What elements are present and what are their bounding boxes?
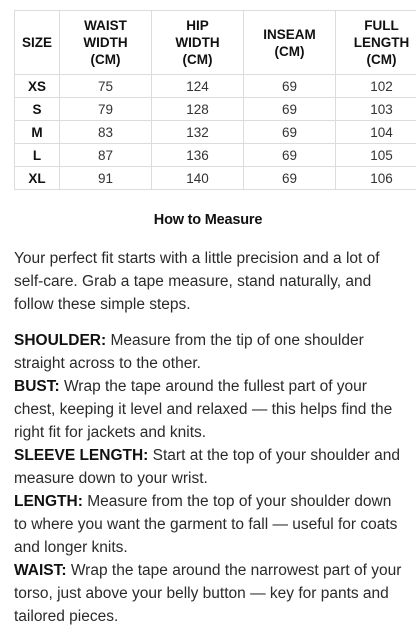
header-inseam: INSEAM (CM) — [244, 11, 336, 75]
size-label: XL — [15, 167, 60, 190]
header-waist-width: WAIST WIDTH (CM) — [60, 11, 152, 75]
hip-value: 124 — [152, 75, 244, 98]
length-value: 104 — [336, 121, 416, 144]
header-size: SIZE — [15, 11, 60, 75]
measure-intro-text: Your perfect fit starts with a little precision and a lot of self-care. Grab a tape measure, stand naturally, and follow these simple steps. — [14, 250, 380, 313]
waist-value: 83 — [60, 121, 152, 144]
length-value: 103 — [336, 98, 416, 121]
size-label: XS — [15, 75, 60, 98]
instruction-text: Measure from the tip of one shoulder straight across to the other. — [14, 332, 364, 372]
size-label: L — [15, 144, 60, 167]
instruction-text: Start at the top of your shoulder and measure down to your wrist. — [14, 447, 400, 487]
instruction-term: BUST: — [14, 378, 60, 395]
instruction-sleeve-length — [14, 444, 406, 490]
size-label: M — [15, 121, 60, 144]
length-value: 106 — [336, 167, 416, 190]
instruction-shoulder — [14, 329, 406, 375]
size-label: S — [15, 98, 60, 121]
how-to-measure-heading: How to Measure — [153, 212, 263, 228]
inseam-value: 69 — [244, 167, 336, 190]
waist-value: 75 — [60, 75, 152, 98]
table-row — [15, 144, 416, 167]
header-full-length: FULL LENGTH (CM) — [336, 11, 416, 75]
table-row — [15, 98, 416, 121]
instruction-length — [14, 490, 406, 559]
inseam-value: 69 — [244, 98, 336, 121]
size-chart-header-row — [15, 11, 416, 75]
hip-value: 128 — [152, 98, 244, 121]
instruction-term: WAIST: — [14, 562, 67, 579]
instruction-text: Wrap the tape around the fullest part of your chest, keeping it level and relaxed — this helps find the right fit for jackets and knits. — [14, 378, 393, 441]
waist-value: 79 — [60, 98, 152, 121]
instruction-term: SLEEVE LENGTH: — [14, 447, 149, 464]
inseam-value: 69 — [244, 121, 336, 144]
inseam-value: 69 — [244, 75, 336, 98]
instruction-term: SHOULDER: — [14, 332, 107, 349]
inseam-value: 69 — [244, 144, 336, 167]
instruction-waist — [14, 559, 406, 628]
instruction-text: Measure from the top of your shoulder down to where you want the garment to fall — useful for coats and longer knits. — [14, 493, 398, 556]
instruction-text: Wrap the tape around the narrowest part of your torso, just above your belly button — key for pants and tailored pieces. — [14, 562, 402, 625]
instruction-bust — [14, 375, 406, 444]
table-row — [15, 167, 416, 190]
header-hip-width: HIP WIDTH (CM) — [152, 11, 244, 75]
size-chart-table — [14, 10, 416, 190]
length-value: 105 — [336, 144, 416, 167]
hip-value: 136 — [152, 144, 244, 167]
instruction-term: LENGTH: — [14, 493, 83, 510]
length-value: 102 — [336, 75, 416, 98]
table-row — [15, 75, 416, 98]
hip-value: 140 — [152, 167, 244, 190]
waist-value: 87 — [60, 144, 152, 167]
table-row — [15, 121, 416, 144]
hip-value: 132 — [152, 121, 244, 144]
measurement-instructions — [14, 329, 406, 628]
waist-value: 91 — [60, 167, 152, 190]
